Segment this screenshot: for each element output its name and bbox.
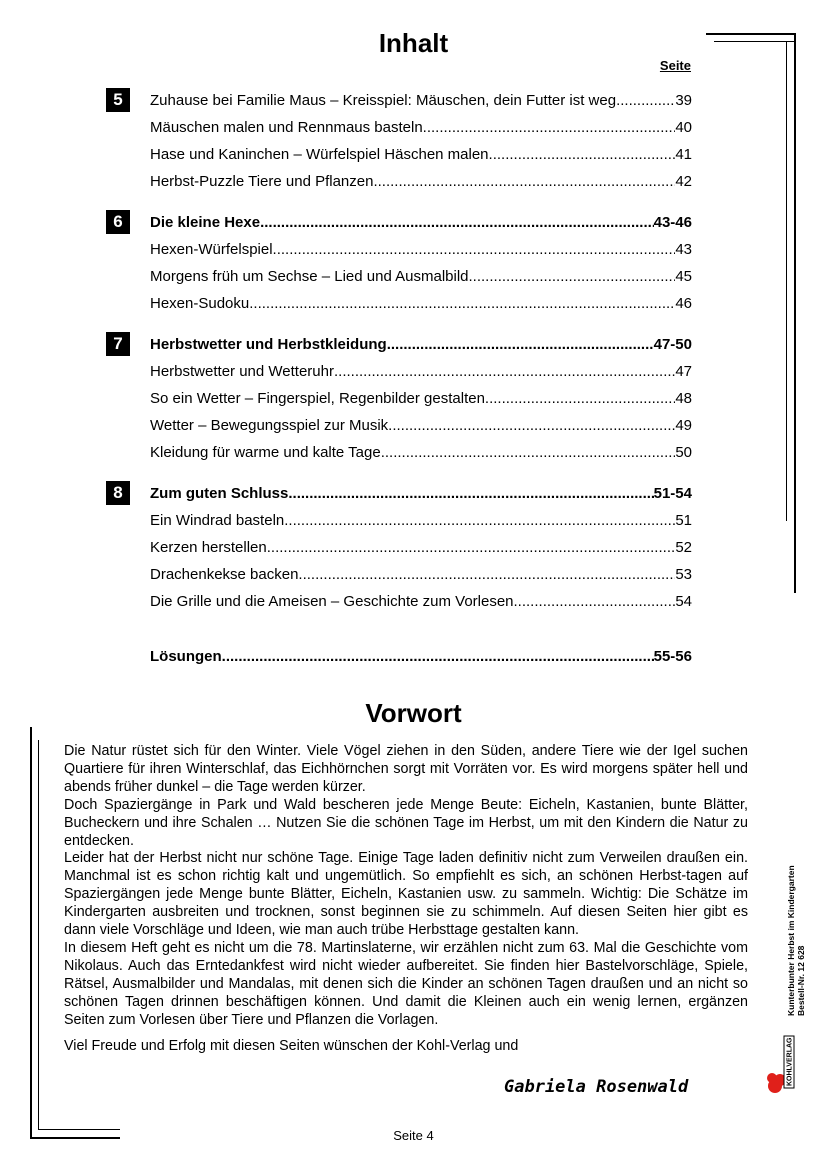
toc-entry-page: 41 [675, 146, 692, 163]
section-number-box: 8 [106, 481, 130, 505]
toc-entry[interactable] [106, 263, 692, 290]
toc-entry-label: Kerzen herstellen [150, 539, 267, 556]
toc-entry[interactable] [106, 588, 692, 615]
toc-entry-page: 45 [675, 268, 692, 285]
toc-entry-label: Zum guten Schluss [150, 485, 289, 502]
toc-entry[interactable] [106, 114, 692, 141]
dot-leader [273, 236, 676, 263]
toc-entry-label: Lösungen [150, 648, 222, 665]
side-publication-info [786, 816, 806, 1016]
kohl-verlag-logo [766, 1030, 798, 1096]
toc-chapter-entry[interactable] [106, 480, 692, 507]
toc-entry-page: 47-50 [653, 336, 692, 353]
toc-entry-label: Hexen-Würfelspiel [150, 241, 273, 258]
table-of-contents [106, 87, 692, 670]
toc-entry-label: Hexen-Sudoku [150, 295, 250, 312]
toc-entry[interactable] [106, 561, 692, 588]
toc-entry-page: 40 [675, 119, 692, 136]
toc-entry-page: 48 [675, 390, 692, 407]
section-number-box: 7 [106, 332, 130, 356]
logo-text: KOHLVERLAG [786, 1037, 794, 1086]
toc-entry-page: 55-56 [653, 648, 692, 665]
toc-entry-label: Morgens früh um Sechse – Lied und Ausmalbild [150, 268, 469, 285]
toc-entry-page: 51-54 [653, 485, 692, 502]
vorwort-paragraph: Leider hat der Herbst nicht nur schöne Tage. Einige Tage laden definitiv nicht zum Verweilen draußen ein. Manchmal ist es schon richtig kalt und ungemütlich. So empfiehlt es sich, an schönen Herbst-tagen auf Spaziergängen jede Menge bunte Blätter, Eicheln, Kastanien usw. zu sammeln. Wichtig: Die Schätze im Kindergarten ausbreiten und trocknen, sonst beginnen sie zu schimmeln. Auf diesen Seiten hier gibt es dann viele Vorschläge und Ideen, wie man auch trübe Herbsttage gestalten kann. [64, 850, 748, 939]
vorwort-paragraph: In diesem Heft geht es nicht um die 78. Martinslaterne, wir erzählen nicht zum 63. Mal die Geschichte vom Nikolaus. Auch das Erntedankfest wird nicht wieder aufbereitet. Sie finden hier Bastelvorschläge, Spiele, Rätsel, Ausmalbilder und Mandalas, mit denen sich die Kinder an schönen Tagen draußen und an nicht so schönen Tagen drinnen beschäftigen können. Und damit die Kleinen auch ein wenig lernen, ergänzen Seiten zum Vorlesen über Tiere und Pflanzen die Vorlagen. [64, 939, 748, 1028]
dot-leader [469, 263, 676, 290]
author-signature: Gabriela Rosenwald [504, 1077, 689, 1097]
toc-entry[interactable] [106, 385, 692, 412]
dot-leader [334, 358, 675, 385]
section-number-box: 5 [106, 88, 130, 112]
toc-loesungen-entry[interactable] [106, 643, 692, 670]
toc-entry-page: 42 [675, 173, 692, 190]
frame-line-top-right-v2 [786, 41, 787, 521]
dot-leader [298, 561, 675, 588]
toc-entry-label: Hase und Kaninchen – Würfelspiel Häschen malen [150, 146, 489, 163]
toc-chapter-entry[interactable] [106, 331, 692, 358]
toc-entry[interactable] [106, 290, 692, 317]
dot-leader [288, 480, 653, 507]
toc-entry-label: Wetter – Bewegungsspiel zur Musik [150, 417, 389, 434]
dot-leader [616, 87, 675, 114]
toc-entry[interactable] [106, 412, 692, 439]
toc-section-5 [106, 87, 692, 195]
toc-entry[interactable] [106, 358, 692, 385]
toc-entry-label: Zuhause bei Familie Maus – Kreisspiel: Mäuschen, dein Futter ist weg [150, 92, 617, 109]
toc-entry-page: 49 [675, 417, 692, 434]
toc-entry[interactable] [106, 141, 692, 168]
toc-entry-page: 43 [675, 241, 692, 258]
toc-entry-page: 47 [675, 363, 692, 380]
toc-entry-page: 46 [675, 295, 692, 312]
page-number-footer: Seite 4 [393, 1128, 434, 1143]
toc-entry-label: Herbstwetter und Herbstkleidung [150, 336, 387, 353]
dot-leader [381, 439, 676, 466]
dot-leader [222, 643, 654, 670]
toc-entry-label: Ein Windrad basteln [150, 512, 285, 529]
dot-leader [514, 588, 676, 615]
dot-leader [260, 209, 654, 236]
toc-entry[interactable] [106, 534, 692, 561]
dot-leader [489, 141, 676, 168]
side-order-number: Bestell-Nr. 12 628 [796, 945, 806, 1016]
toc-title: Inhalt [378, 28, 449, 58]
dot-leader [267, 534, 676, 561]
dot-leader [249, 290, 675, 317]
toc-chapter-entry[interactable] [106, 209, 692, 236]
toc-section-8 [106, 480, 692, 615]
frame-line-bottom-left-v [30, 727, 32, 1139]
toc-entry-page: 43-46 [653, 214, 692, 231]
page-column-header: Seite [659, 58, 691, 73]
dot-leader [388, 412, 675, 439]
vorwort-title: Vorwort [365, 698, 462, 728]
frame-line-top-right-v [794, 33, 796, 593]
toc-entry[interactable] [106, 168, 692, 195]
toc-entry-page: 52 [675, 539, 692, 556]
section-number-box: 6 [106, 210, 130, 234]
toc-section-7 [106, 331, 692, 466]
toc-entry[interactable] [106, 87, 692, 114]
dot-leader [373, 168, 675, 195]
dot-leader [423, 114, 676, 141]
toc-entry[interactable] [106, 236, 692, 263]
toc-entry-label: Die kleine Hexe [150, 214, 261, 231]
toc-entry-label: Drachenkekse backen [150, 566, 299, 583]
toc-entry-label: Herbst-Puzzle Tiere und Pflanzen [150, 173, 374, 190]
toc-section-6 [106, 209, 692, 317]
toc-entry-label: Herbstwetter und Wetteruhr [150, 363, 334, 380]
frame-line-bottom-left-v2 [38, 740, 39, 1130]
toc-entry-label: Die Grille und die Ameisen – Geschichte zum Vorlesen [150, 593, 514, 610]
vorwort-closing: Viel Freude und Erfolg mit diesen Seiten wünschen der Kohl-Verlag und [64, 1037, 519, 1054]
toc-entry[interactable] [106, 507, 692, 534]
vorwort-paragraph: Die Natur rüstet sich für den Winter. Viele Vögel ziehen in den Süden, andere Tiere wie der Igel suchen Quartiere für ihren Winterschlaf, das Eichhörnchen sorgt mit Vorräten vor. Es wird morgens später hell und abends früher dunkel – die Tage werden kürzer. [64, 743, 748, 795]
toc-entry-label: So ein Wetter – Fingerspiel, Regenbilder gestalten [150, 390, 485, 407]
vorwort-body [64, 743, 748, 1055]
toc-entry-page: 51 [675, 512, 692, 529]
toc-entry[interactable] [106, 439, 692, 466]
toc-entry-label: Mäuschen malen und Rennmaus basteln [150, 119, 423, 136]
toc-entry-page: 39 [675, 92, 692, 109]
toc-entry-page: 50 [675, 444, 692, 461]
dot-leader [387, 331, 654, 358]
toc-entry-page: 53 [675, 566, 692, 583]
toc-entry-page: 54 [675, 593, 692, 610]
side-book-title: Kunterbunter Herbst im Kindergarten [786, 865, 796, 1016]
dot-leader [485, 385, 675, 412]
toc-entry-label: Kleidung für warme und kalte Tage [150, 444, 381, 461]
vorwort-paragraph: Doch Spaziergänge in Park und Wald bescheren jede Menge Beute: Eicheln, Kastanien, bunte Blätter, Bucheckern und ihre Schalen … Nutzen Sie die schönen Tage im Herbst, um mit den Kindern die Natur zu entdecken. [64, 796, 748, 849]
dot-leader [284, 507, 675, 534]
